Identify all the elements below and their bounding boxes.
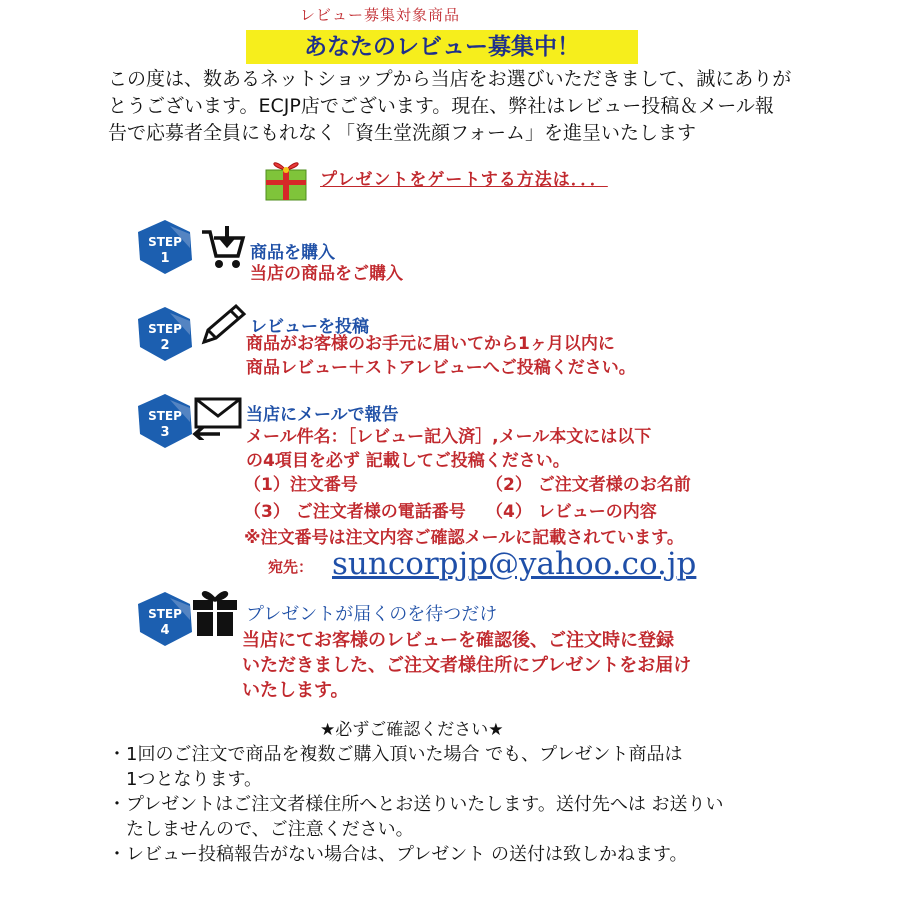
step-2-badge	[136, 305, 194, 363]
present-box-icon	[190, 584, 240, 638]
step-3-body-line: メール件名：［レビュー記入済］,メール本文には以下	[246, 427, 652, 447]
email-recipient-label: 宛先：	[268, 558, 314, 576]
step-3-heading: 当店にメールで報告	[246, 405, 399, 425]
step-4-body-line: いたします。	[242, 680, 349, 701]
step-4-heading: プレゼントが届くのを待つだけ	[246, 604, 498, 625]
step-3-item-4: （4） レビューの内容	[486, 502, 657, 522]
step-3-body	[246, 425, 651, 473]
step-3-item-2: （2） ご注文者様のお名前	[486, 475, 691, 495]
step-4-body-line: いただきました、ご注文者様住所にプレゼントをお届け	[242, 655, 692, 676]
step-2-heading: レビューを投稿	[250, 317, 369, 337]
step-1-body	[250, 262, 403, 286]
step-3-badge-number: 3	[160, 425, 170, 440]
step-1-badge	[136, 218, 194, 276]
pencil-icon	[198, 302, 248, 348]
notes-title: ★必ずご確認ください★	[320, 720, 504, 740]
step-3-badge	[136, 392, 194, 450]
step-2-body-line: 商品がお客様のお手元に届いてから1ヶ月以内に	[246, 334, 615, 354]
present-method-title: プレゼントをゲートする方法は．．．	[320, 170, 608, 190]
step-2-body	[246, 332, 636, 380]
shopping-cart-icon	[200, 224, 246, 270]
intro-text	[108, 66, 798, 147]
confirmation-note: ※注文番号は注文内容ご確認メールに記載されています。	[244, 528, 684, 548]
step-2-badge-number: 2	[160, 338, 170, 353]
step-4-badge	[136, 590, 194, 648]
step-1-badge-word: STEP	[148, 235, 182, 249]
note-line: 1つとなります。	[108, 769, 263, 790]
step-3-item-3: （3） ご注文者様の電話番号	[244, 502, 466, 522]
step-3-item-1: （1）注文番号	[244, 475, 358, 495]
campaign-label: レビュー募集対象商品	[300, 6, 461, 24]
gift-box-icon	[260, 152, 316, 202]
step-2-badge-word: STEP	[148, 322, 182, 336]
step-4-body-line: 当店にてお客様のレビューを確認後、ご注文時に登録	[242, 630, 674, 651]
step-4-body	[242, 628, 691, 703]
intro-line-1: この度は、数あるネットショップから当店をお選びいただきまして、誠にありが	[108, 68, 792, 90]
step-1-heading: 商品を購入	[250, 243, 335, 263]
step-3-body-line: の4項目を必ず 記載してご投稿ください。	[246, 451, 570, 471]
intro-line-3: 告で応募者全員にもれなく「資生堂洗顔フォーム」を進呈いたします	[108, 122, 697, 144]
contact-email-link[interactable]: suncorpjp@yahoo.co.jp	[332, 546, 697, 582]
note-line: ・レビュー投稿報告がない場合は、プレゼント の送付は致しかねます。	[108, 844, 688, 865]
mail-envelope-icon	[192, 396, 244, 440]
step-4-badge-word: STEP	[148, 607, 182, 621]
step-2-body-line: 商品レビュー＋ストアレビューへご投稿ください。	[246, 358, 636, 378]
intro-line-2: とうございます。ECJP店でございます。現在、弊社はレビュー投稿＆メール報	[108, 95, 774, 117]
step-3-badge-word: STEP	[148, 409, 182, 423]
note-line: ・1回のご注文で商品を複数ご購入頂いた場合 でも、プレゼント商品は	[108, 744, 683, 765]
note-line: たしませんので、ご注意ください。	[108, 819, 414, 840]
step-1-body-line: 当店の商品をご購入	[250, 264, 403, 284]
step-4-badge-number: 4	[160, 623, 170, 638]
notes-list	[108, 742, 808, 867]
step-1-badge-number: 1	[160, 251, 170, 266]
campaign-banner: あなたのレビュー募集中！	[246, 30, 638, 64]
note-line: ・プレゼントはご注文者様住所へとお送りいたします。送付先へは お送りい	[108, 794, 724, 815]
